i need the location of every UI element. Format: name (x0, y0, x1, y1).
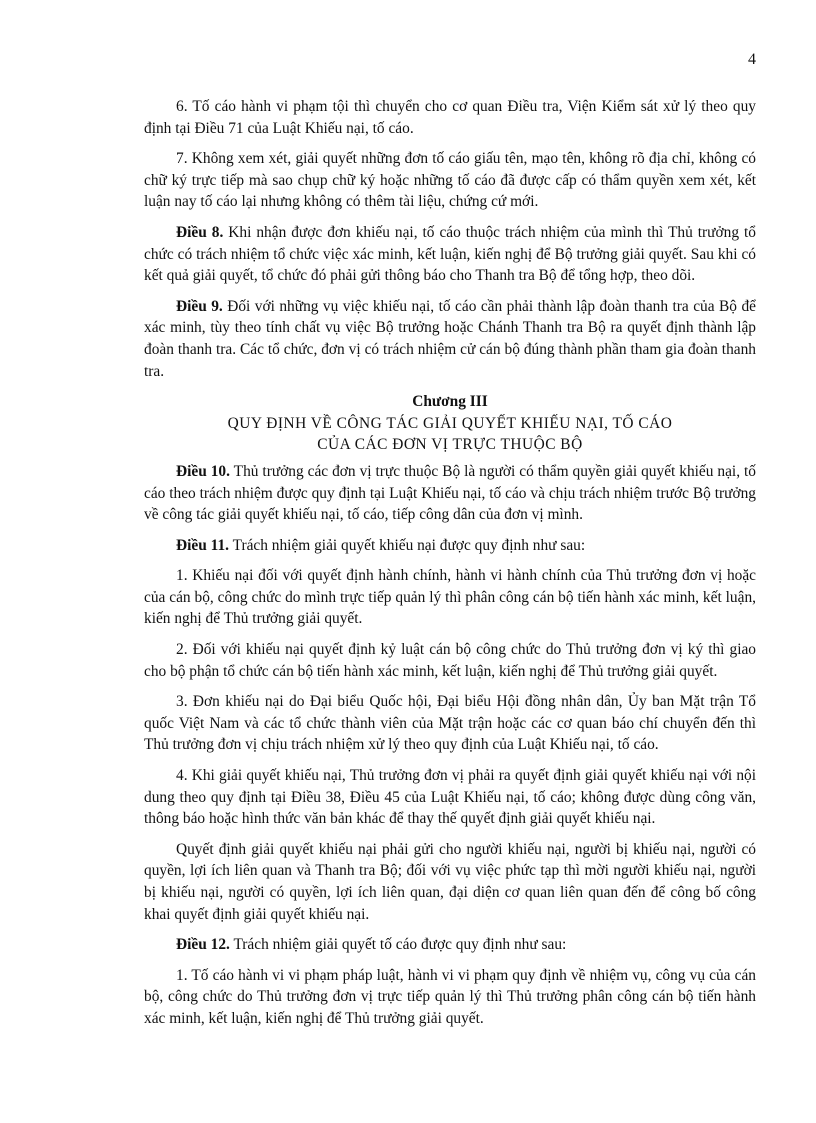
paragraph (144, 296, 756, 382)
paragraph (144, 765, 756, 830)
paragraph-text: Khi nhận được đơn khiếu nại, tố cáo thuộc trách nhiệm của mình thì Thủ trưởng tổ chức có trách nhiệm tổ chức việc xác minh, kết luận, kiến nghị để Bộ trưởng giải quyết. Sau khi có kết quả giải quyết, tổ chức đó phải gửi thông báo cho Thanh tra Bộ để tổng hợp, theo dõi. (144, 223, 756, 285)
paragraph (144, 934, 756, 956)
chapter-title: Chương III (412, 393, 488, 411)
chapter-subtitle-line2: CỦA CÁC ĐƠN VỊ TRỰC THUỘC BỘ (317, 436, 583, 454)
paragraph-text: 1. Tố cáo hành vi vi phạm pháp luật, hành vi vi phạm quy định về nhiệm vụ, công vụ của cán bộ, công chức do Thủ trưởng đơn vị trực tiếp quản lý thì Thủ trưởng phân công cán bộ tiến hành xác minh, kết luận, kiến nghị để Thủ trưởng giải quyết. (144, 966, 756, 1027)
paragraph (144, 96, 756, 139)
paragraph-text: Quyết định giải quyết khiếu nại phải gửi cho người khiếu nại, người bị khiếu nại, người có quyền, lợi ích liên quan và Thanh tra Bộ; đối với vụ việc phức tạp thì mời người khiếu nại, người bị khiếu nại, người có quyền, lợi ích liên quan, đại diện cơ quan liên quan đến để công bố công khai quyết định giải quyết khiếu nại. (144, 840, 756, 923)
paragraph (144, 839, 756, 925)
paragraph (144, 535, 756, 557)
paragraph-text: 7. Không xem xét, giải quyết những đơn tố cáo giấu tên, mạo tên, không rõ địa chỉ, không có chữ ký trực tiếp mà sao chụp chữ ký hoặc những tố cáo đã được cấp có thẩm quyền xem xét, kết luận nay tố cáo lại nhưng không có thêm tài liệu, chứng cứ mới. (144, 150, 756, 211)
section-before-chapter (144, 96, 756, 382)
paragraph (144, 965, 756, 1030)
paragraph (144, 148, 756, 213)
paragraph-text: Thủ trưởng các đơn vị trực thuộc Bộ là người có thẩm quyền giải quyết khiếu nại, tố cáo theo trách nhiệm được quy định tại Luật Khiếu nại, tố cáo và chịu trách nhiệm trước Bộ trưởng về công tác giải quyết khiếu nại, tố cáo, tiếp công dân của đơn vị mình. (144, 462, 756, 524)
paragraph-text: 3. Đơn khiếu nại do Đại biểu Quốc hội, Đại biểu Hội đồng nhân dân, Ủy ban Mặt trận Tổ quốc Việt Nam và các tổ chức thành viên của Mặt trận hoặc các cơ quan báo chí chuyển đến thì Thủ trưởng đơn vị chịu trách nhiệm xử lý theo quy định của Luật Khiếu nại, tố cáo. (144, 693, 756, 754)
paragraph-text: 1. Khiếu nại đối với quyết định hành chính, hành vi hành chính của Thủ trưởng đơn vị hoặc của cán bộ, công chức do mình trực tiếp quản lý thì phân công cán bộ tiến hành xác minh, kết luận, kiến nghị để Thủ trưởng giải quyết. (144, 567, 756, 628)
section-after-chapter (144, 461, 756, 1030)
paragraph (144, 222, 756, 287)
paragraph-text: Trách nhiệm giải quyết tố cáo được quy định như sau: (229, 936, 567, 954)
paragraph (144, 461, 756, 526)
article-label: Điều 10. (176, 462, 230, 480)
paragraph-text: 6. Tố cáo hành vi phạm tội thì chuyển cho cơ quan Điều tra, Viện Kiểm sát xử lý theo quy định tại Điều 71 của Luật Khiếu nại, tố cáo. (144, 98, 756, 137)
chapter-subtitle-line1: QUY ĐỊNH VỀ CÔNG TÁC GIẢI QUYẾT KHIẾU NẠI, TỐ CÁO (227, 414, 673, 432)
document-body (144, 96, 756, 1039)
article-label: Điều 11. (176, 536, 230, 554)
article-label: Điều 9. (176, 297, 223, 315)
article-label: Điều 12. (176, 936, 230, 954)
paragraph-text: Trách nhiệm giải quyết khiếu nại được quy định như sau: (229, 536, 586, 554)
paragraph (144, 565, 756, 630)
paragraph-text: Đối với những vụ việc khiếu nại, tố cáo cần phải thành lập đoàn thanh tra của Bộ để xác minh, tùy theo tính chất vụ việc Bộ trưởng hoặc Chánh Thanh tra Bộ ra quyết định thành lập đoàn thanh tra. Các tổ chức, đơn vị có trách nhiệm cử cán bộ đúng thành phần tham gia đoàn thanh tra. (144, 297, 756, 380)
paragraph-text: 2. Đối với khiếu nại quyết định kỷ luật cán bộ công chức do Thủ trưởng đơn vị ký thì giao cho bộ phận tổ chức cán bộ tiến hành xác minh, kết luận, kiến nghị để Thủ trưởng giải quyết. (144, 641, 756, 680)
paragraph-text: 4. Khi giải quyết khiếu nại, Thủ trưởng đơn vị phải ra quyết định giải quyết khiếu nại với nội dung theo quy định tại Điều 38, Điều 45 của Luật Khiếu nại, tố cáo; không được dùng công văn, thông báo hoặc hình thức văn bản khác để thay thế quyết định giải quyết khiếu nại. (144, 767, 756, 828)
paragraph (144, 691, 756, 756)
article-label: Điều 8. (176, 223, 224, 241)
page-number: 4 (748, 51, 756, 68)
chapter-heading (144, 391, 756, 456)
paragraph (144, 639, 756, 682)
